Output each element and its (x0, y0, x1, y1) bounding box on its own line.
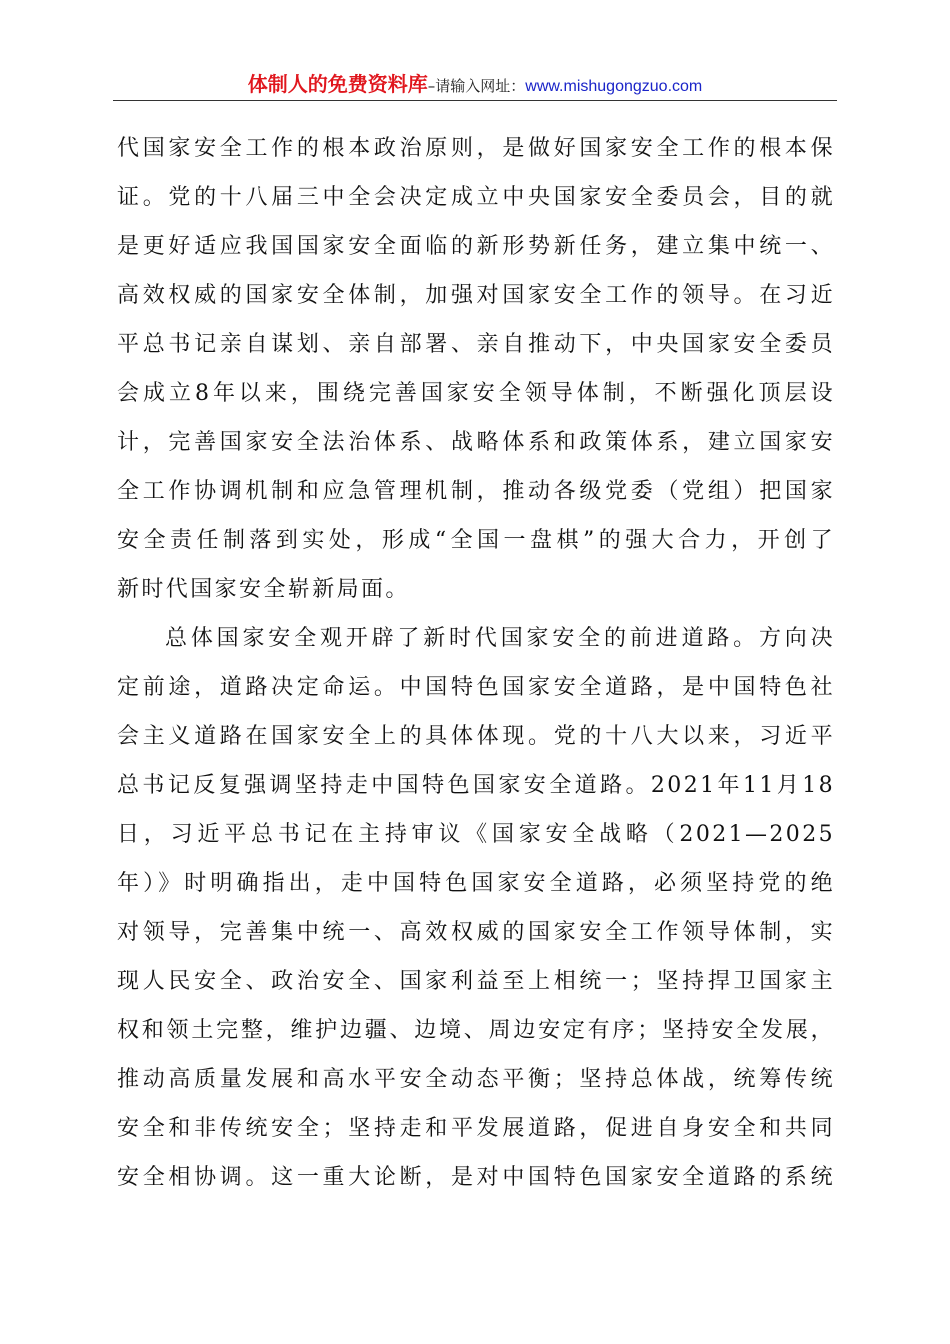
text-line: 全工作协调机制和应急管理机制，推动各级党委（党组）把国家 (117, 479, 835, 504)
text-line: 证。党的十八届三中全会决定成立中央国家安全委员会，目的就 (117, 185, 835, 210)
text-line: 现人民安全、政治安全、国家利益至上相统一；坚持捍卫国家主 (117, 969, 835, 994)
text-line: 会成立8年以来，围绕完善国家安全领导体制，不断强化顶层设 (117, 381, 835, 406)
header-website-link[interactable]: www.mishugongzuo.com (525, 78, 703, 95)
text-line: 总书记反复强调坚持走中国特色国家安全道路。2021年11月18 (117, 773, 835, 798)
text-line: 推动高质量发展和高水平安全动态平衡；坚持总体战，统筹传统 (117, 1067, 835, 1092)
text-line: 安全责任制落到实处，形成“全国一盘棋”的强大合力，开创了 (117, 528, 835, 553)
text-line: 对领导，完善集中统一、高效权威的国家安全工作领导体制，实 (117, 920, 835, 945)
text-line: 安全相协调。这一重大论断，是对中国特色国家安全道路的系统 (117, 1165, 835, 1190)
text-line: 年）》时明确指出，走中国特色国家安全道路，必须坚持党的绝 (117, 871, 835, 896)
text-line: 会主义道路在国家安全上的具体体现。党的十八大以来，习近平 (117, 724, 835, 749)
header-divider (113, 100, 837, 101)
paragraph (117, 614, 835, 1202)
text-line: 平总书记亲自谋划、亲自部署、亲自推动下，中央国家安全委员 (117, 332, 835, 357)
paragraph (117, 124, 835, 614)
text-line: 安全和非传统安全；坚持走和平发展道路，促进自身安全和共同 (117, 1116, 835, 1141)
page-header (113, 68, 837, 98)
text-line: 是更好适应我国国家安全面临的新形势新任务，建立集中统一、 (117, 234, 835, 259)
text-line: 日，习近平总书记在主持审议《国家安全战略（2021—2025 (117, 822, 835, 847)
text-line: 代国家安全工作的根本政治原则，是做好国家安全工作的根本保 (117, 136, 835, 161)
text-line: 计，完善国家安全法治体系、战略体系和政策体系，建立国家安 (117, 430, 835, 455)
document-body (117, 124, 835, 1202)
text-line: 定前途，道路决定命运。中国特色国家安全道路，是中国特色社 (117, 675, 835, 700)
header-url-prompt: –请输入网址： (427, 77, 526, 95)
text-line: 总体国家安全观开辟了新时代国家安全的前进道路。方向决 (165, 626, 835, 651)
text-line: 新时代国家安全崭新局面。 (117, 577, 410, 602)
text-line: 权和领土完整，维护边疆、边境、周边安定有序；坚持安全发展， (117, 1018, 835, 1043)
text-line: 高效权威的国家安全体制，加强对国家安全工作的领导。在习近 (117, 283, 835, 308)
header-brand-title: 体制人的免费资料库 (247, 72, 428, 96)
